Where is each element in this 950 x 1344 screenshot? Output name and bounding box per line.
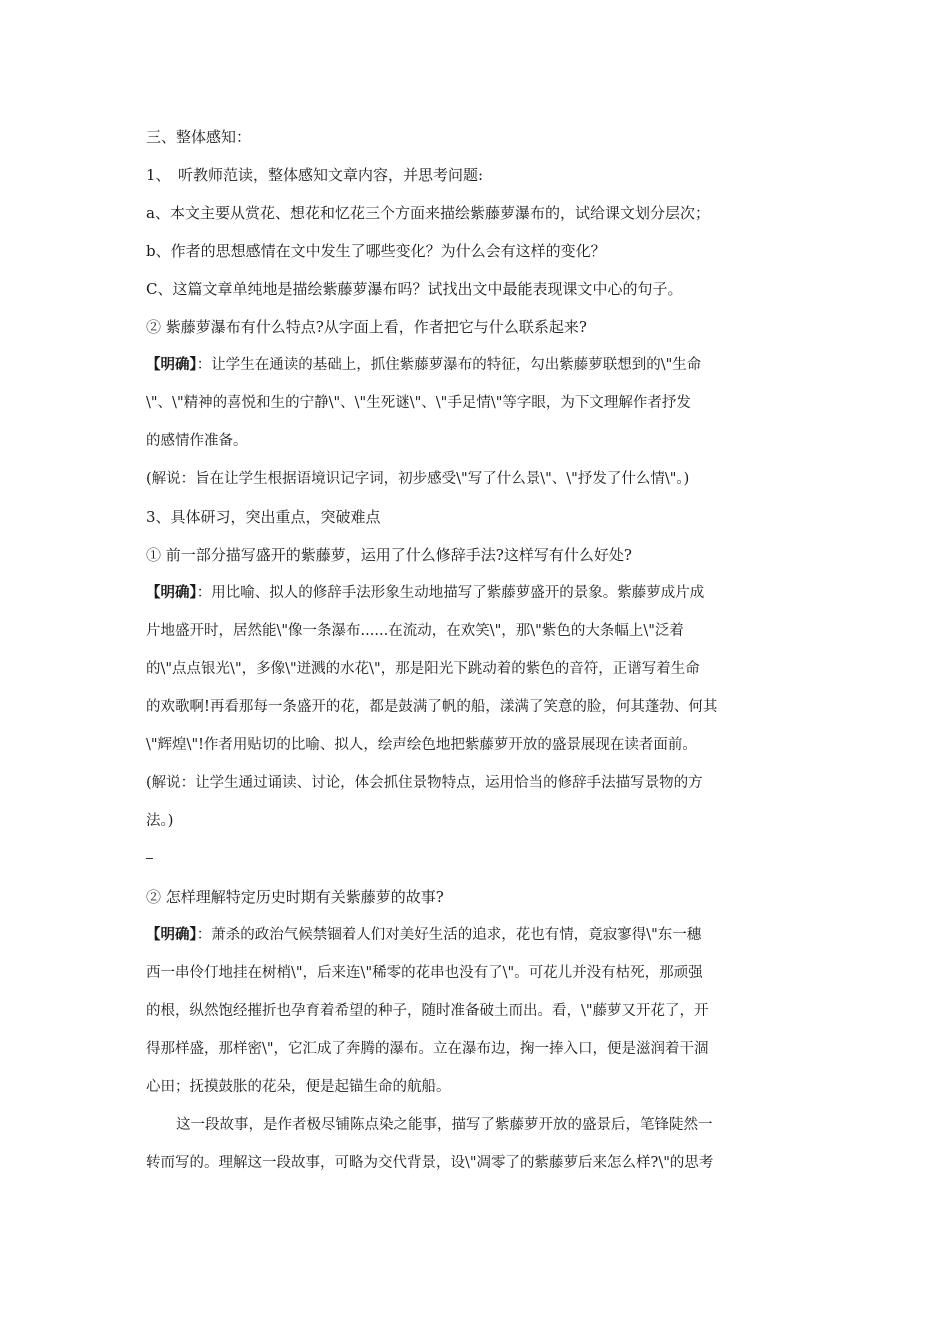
separator-dash bbox=[146, 858, 153, 859]
answer-3-line-3: 的根，纵然饱经摧折也孕育着希望的种子，随时准备破土而出。看，\"藤萝又开花了，开 bbox=[146, 1003, 709, 1019]
section-heading: 三、整体感知： bbox=[146, 128, 252, 146]
paragraph-4-line-1: 这一段故事，是作者极尽铺陈点染之能事，描写了紫藤萝开放的盛景后，笔锋陡然一 bbox=[176, 1117, 713, 1133]
answer-1-line-1: 【明确】：让学生在通读的基础上，抓住紫藤萝瀑布的特征，勾出紫藤萝联想到的\"生命 bbox=[146, 356, 702, 373]
answer-1-line-2: \"、\"精神的喜悦和生的宁静\"、\"生死谜\"、\"手足情\"等字眼，为下文理解作者抒发 bbox=[146, 395, 691, 411]
answer-1-line-3: 的感情作准备。 bbox=[146, 433, 248, 449]
answer-2-line-1: 【明确】：用比喻、拟人的修辞手法形象生动地描写了紫藤萝盛开的景象。紫藤萝成片成 bbox=[146, 584, 705, 601]
answer-2-line-4: 的欢歌啊!再看那每一条盛开的花，都是鼓满了帆的船，漾满了笑意的脸，何其蓬勃、何其 bbox=[146, 699, 718, 715]
clarify-label: 【明确】 bbox=[146, 926, 197, 943]
answer-2-line-5: \"辉煌\"!作者用贴切的比喻、拟人，绘声绘色地把紫藤萝开放的盛景展现在读者面前。 bbox=[146, 737, 697, 753]
question-2: ② 紫藤萝瀑布有什么特点?从字面上看，作者把它与什么联系起来? bbox=[146, 318, 587, 336]
question-4: ② 怎样理解特定历史时期有关紫藤萝的故事? bbox=[146, 888, 444, 906]
answer-2-line-3: 的\"点点银光\"，多像\"迸溅的水花\"，那是阳光下跳动着的紫色的音符，正谱写着生命 bbox=[146, 661, 700, 677]
note-2-line-1: (解说：让学生通过诵读、讨论，体会抓住景物特点，运用恰当的修辞手法描写景物的方 bbox=[146, 775, 703, 791]
question-a: a、本文主要从赏花、想花和忆花三个方面来描绘紫藤萝瀑布的，试给课文划分层次； bbox=[146, 204, 710, 222]
answer-2-line-2: 片地盛开时，居然能\"像一条瀑布......在流动，在欢笑\"，那\"紫色的大条幅上\"泛着 bbox=[146, 623, 684, 639]
note-1: (解说：旨在让学生根据语境识记字词，初步感受\"写了什么景\"、\"抒发了什么情\"。) bbox=[146, 471, 690, 487]
question-b: b、作者的思想感情在文中发生了哪些变化？为什么会有这样的变化？ bbox=[146, 242, 606, 260]
question-3: ① 前一部分描写盛开的紫藤萝，运用了什么修辞手法?这样写有什么好处? bbox=[146, 546, 632, 564]
clarify-label: 【明确】 bbox=[146, 584, 197, 601]
answer-3-line-5: 心田；抚摸鼓胀的花朵，便是起锚生命的航船。 bbox=[146, 1079, 451, 1095]
question-c: C、这篇文章单纯地是描绘紫藤萝瀑布吗？试找出文中最能表现课文中心的句子。 bbox=[146, 280, 683, 298]
item-1: 1、 听教师范读，整体感知文章内容，并思考问题: bbox=[146, 166, 484, 184]
answer-3-line-4: 得那样盛，那样密\"，它汇成了奔腾的瀑布。立在瀑布边，掬一捧入口，便是滋润着干涸 bbox=[146, 1041, 709, 1057]
note-2-line-2: 法。) bbox=[146, 813, 174, 829]
paragraph-4-line-2: 转而写的。理解这一段故事，可略为交代背景，设\"凋零了的紫藤萝后来怎么样?\"的思考 bbox=[146, 1155, 714, 1171]
clarify-label: 【明确】 bbox=[146, 356, 197, 373]
answer-3-line-1: 【明确】：萧杀的政治气候禁锢着人们对美好生活的追求，花也有情，竟寂寥得\"东一穗 bbox=[146, 926, 702, 943]
answer-3-line-2: 西一串伶仃地挂在树梢\"，后来连\"稀零的花串也没有了\"。可花儿并没有枯死，那顽强 bbox=[146, 965, 703, 981]
item-3: 3、具体研习，突出重点，突破难点 bbox=[146, 508, 381, 526]
